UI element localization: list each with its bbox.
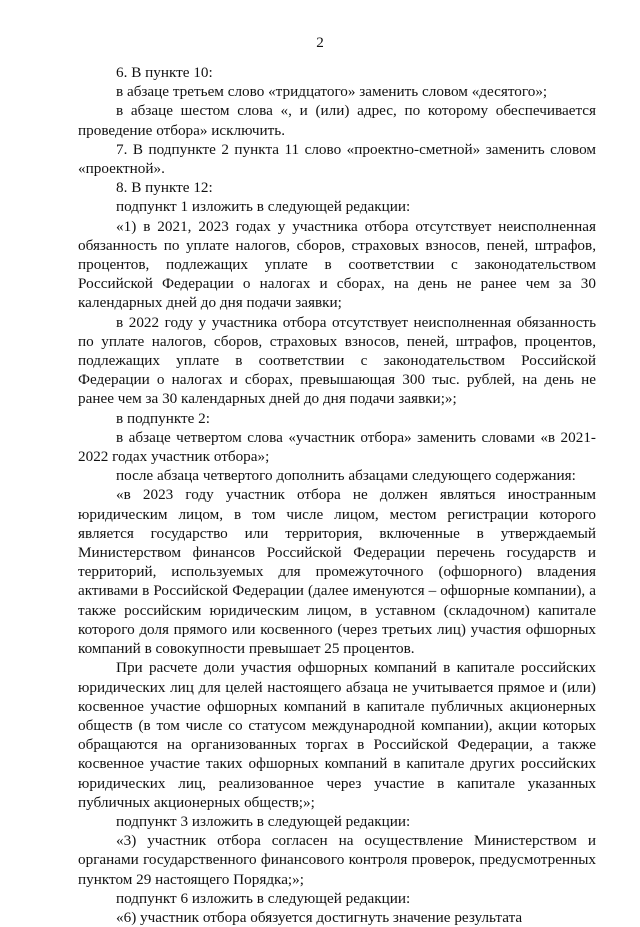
document-body (78, 63, 596, 927)
paragraph: 7. В подпункте 2 пункта 11 слово «проектно-сметной» заменить словом «проектной». (78, 140, 596, 178)
paragraph: При расчете доли участия офшорных компаний в капитале российских юридических лиц для целей настоящего абзаца не учитывается прямое и (или) косвенное участие офшорных компаний в капитале публичных акционерных обществ (в том числе со статусом международной компании), акции которых обращаются на организованных торгах в Российской Федерации, а также косвенное участие таких офшорных компаний в капитале других российских юридических лиц, реализованное через участие в капитале указанных публичных акционерных обществ;»; (78, 659, 596, 811)
paragraph: «6) участник отбора обязуется достигнуть значение результата (116, 908, 523, 926)
paragraph: 6. В пункте 10: (116, 64, 213, 81)
paragraph: подпункт 3 изложить в следующей редакции: (116, 812, 411, 830)
paragraph: в 2022 году у участника отбора отсутствует неисполненная обязанность по уплате налогов, сборов, страховых взносов, пеней, штрафов, процентов, подлежащих уплате в соответствии с законодательством Российской Федерации о налогах и сборах, превышающая 300 тыс. рублей, на день не ранее чем за 30 календарных дней до дня подачи заявки;»; (78, 313, 596, 408)
paragraph: «3) участник отбора согласен на осуществление Министерством и органами государственного финансового контроля проверок, предусмотренных пунктом 29 настоящего Порядка;»; (78, 832, 596, 888)
paragraph: «1) в 2021, 2023 годах у участника отбора отсутствует неисполненная обязанность по уплате налогов, сборов, страховых взносов, пеней, штрафов, процентов, подлежащих уплате в соответствии с законодательством Российской Федерации о налогах и сборах, на день не ранее чем за 30 календарных дней до дня подачи заявки; (78, 217, 596, 312)
paragraph: подпункт 1 изложить в следующей редакции: (116, 198, 411, 216)
page-number: 2 (316, 34, 324, 51)
paragraph: в абзаце третьем слово «тридцатого» заменить словом «десятого»; (116, 83, 548, 101)
paragraph: после абзаца четвертого дополнить абзацами следующего содержания: (116, 467, 576, 485)
paragraph: «в 2023 году участник отбора не должен являться иностранным юридическим лицом, в том числе лицом, местом регистрации которого является государство или территория, включенные в утверждаемый Министерством финансов Российской Федерации перечень государств и территорий, используемых для промежуточного (офшорного) владения активами в Российской Федерации (далее именуются – офшорные компании), а также российским юридическим лицом, в уставном (складочном) капитале которого доля прямого или косвенного (через третьих лиц) участия офшорных компаний в совокупности превышает 25 процентов. (78, 486, 596, 658)
paragraph: в абзаце четвертом слова «участник отбора» заменить словами «в 2021-2022 годах участник отбора»; (78, 428, 596, 466)
paragraph: в абзаце шестом слова «, и (или) адрес, по которому обеспечивается проведение отбора» исключить. (78, 102, 596, 139)
paragraph: 8. В пункте 12: (116, 179, 213, 197)
paragraph: подпункт 6 изложить в следующей редакции: (116, 889, 411, 907)
paragraph: в подпункте 2: (116, 409, 210, 427)
